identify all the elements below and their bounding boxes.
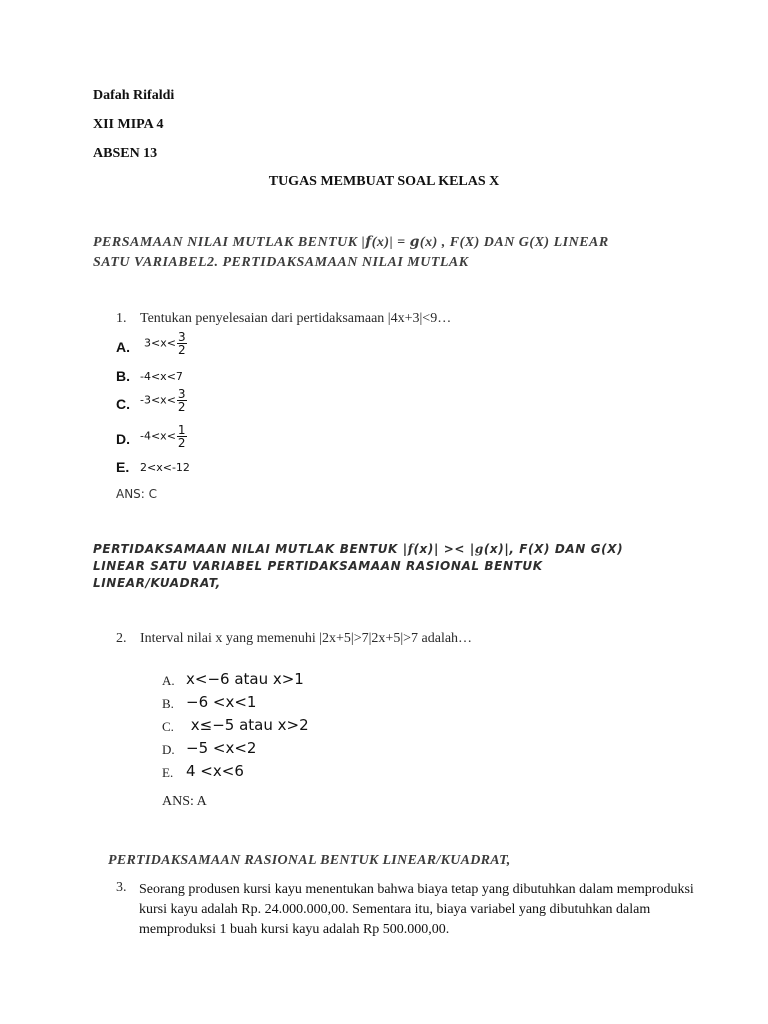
section1-g: g [409,234,420,250]
q1-option-b-letter: B. [116,368,130,384]
q2-option-b-text: −6 <x<1 [186,693,257,711]
q2-option-d-letter: D. [162,742,175,757]
section2-f: f [407,542,414,556]
question-2-answer: ANS: A [162,794,207,809]
q2-option-e-letter: E. [162,765,174,780]
section1-mid: | = [389,235,410,250]
section2-x2: (x) [483,542,505,556]
question-2-text: Interval nilai x yang memenuhi |2x+5|>7|2x+5|>7 adalah… [140,631,473,646]
section3-heading: PERTIDAKSAMAAN RASIONAL BENTUK LINEAR/KUADRAT, [108,853,511,868]
section1-x2: (x) [419,235,438,250]
section1-heading [93,232,609,273]
q1-option-d-text: -4<x< $\frac{1}{2}$ [140,423,186,450]
section1-line2: SATU VARIABEL2. PERTIDAKSAMAAN NILAI MUTLAK [93,255,469,270]
question-1-answer: ANS: C [116,487,158,501]
student-name: Dafah Rifaldi [93,88,175,103]
q2-option-a-letter: A. [162,673,175,688]
q1-option-e-letter: E. [116,459,130,475]
fraction: $\frac{3}{2}$ [177,330,186,357]
student-class: XII MIPA 4 [93,117,164,132]
q2-option-a-text: x<−6 atau x>1 [186,670,304,688]
document-title: TUGAS MEMBUAT SOAL KELAS X [268,174,500,189]
fraction: $\frac{1}{2}$ [177,423,186,450]
question-3-number: 3. [116,880,127,895]
section2-line3: LINEAR/KUADRAT, [93,576,221,590]
student-absen: ABSEN 13 [93,146,158,161]
question-3-text: Seorang produsen kursi kayu menentukan bahwa biaya tetap yang dibutuhkan dalam memproduksi kursi kayu adalah Rp. 24.000.000,00. Sementara itu, biaya variabel yang dibutuhkan dalam memproduksi 1 buah kursi kayu adalah Rp 500.000,00. [139,882,694,937]
fraction: $\frac{3}{2}$ [177,387,186,414]
question-1-number: 1. [116,311,127,326]
section2-x1: (x) [413,542,434,556]
section2-g: g [474,542,484,556]
question-1-text: Tentukan penyelesaian dari pertidaksamaan |4x+3|<9… [140,311,452,326]
section1-line1 [93,232,609,253]
section2-heading [93,541,623,592]
q2-option-c-text: x≤−5 atau x>2 [186,716,309,734]
section2-line2: LINEAR SATU VARIABEL PERTIDAKSAMAAN RASIONAL BENTUK [93,559,543,573]
section1-x1: (x) [371,235,390,250]
q1-option-d-letter: D. [116,431,130,447]
q1-option-a-text: 3<x< $\frac{3}{2}$ [144,330,186,357]
section2-mid: | >< | [433,542,475,556]
q2-option-b-letter: B. [162,696,174,711]
section1-f: f [365,234,372,250]
question-2-number: 2. [116,631,127,646]
q1-option-c-letter: C. [116,396,130,412]
q1-option-e-text: 2<x<-12 [140,461,190,474]
q1-option-a-letter: A. [116,339,130,355]
section1-text-b: , F(X) DAN G(X) LINEAR [437,235,609,250]
q2-option-e-text: 4 <x<6 [186,762,244,780]
q1-option-c-text: -3<x< $\frac{3}{2}$ [140,387,186,414]
q2-option-d-text: −5 <x<2 [186,739,257,757]
section1-text-a: PERSAMAAN NILAI MUTLAK BENTUK | [93,235,366,250]
section2-text-a: PERTIDAKSAMAAN NILAI MUTLAK BENTUK | [93,542,408,556]
section2-text-b: |, F(X) DAN G(X) [504,542,624,556]
q2-option-c-letter: C. [162,719,174,734]
q1-option-b-text: -4<x<7 [140,370,183,383]
section2-line1 [93,541,623,558]
